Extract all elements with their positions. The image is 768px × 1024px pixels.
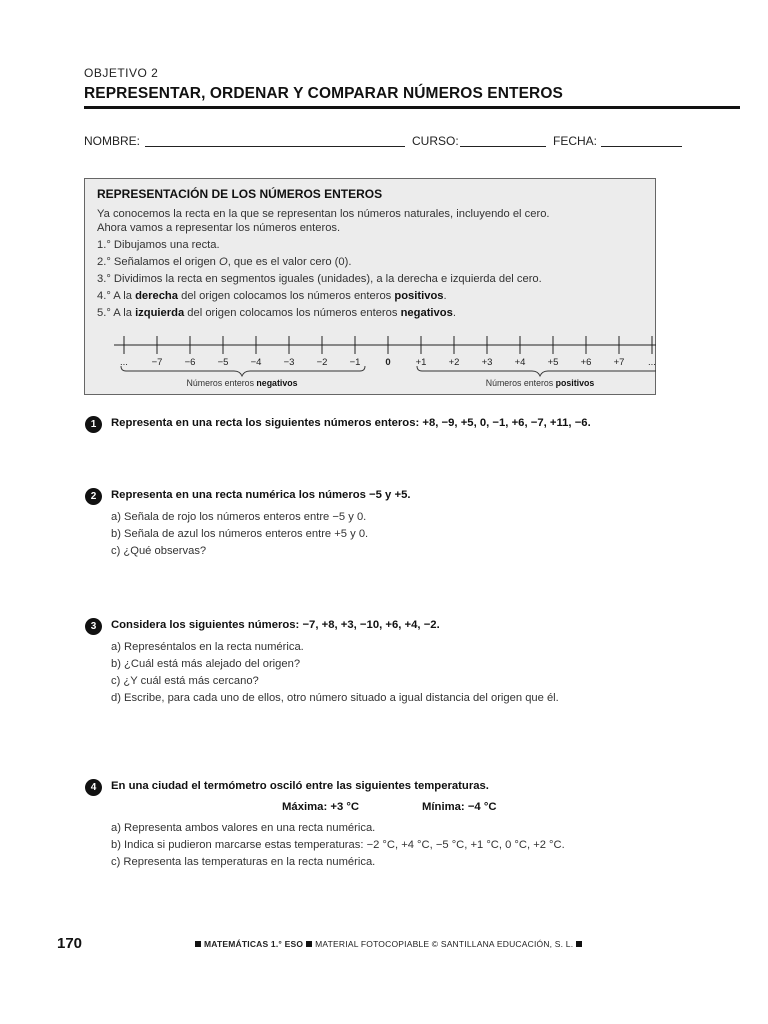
question-2-sub-a: a) Señala de rojo los números enteros entre −5 y 0. [111, 511, 367, 523]
question-3-text: Considera los siguientes números: −7, +8, +3, −10, +6, +4, −2. [111, 619, 440, 631]
name-label: NOMBRE: [84, 134, 141, 148]
number-line-label: +2 [448, 357, 460, 368]
number-line-label: ... [120, 357, 128, 368]
negative-caption: Números enteros negativos [186, 378, 298, 388]
number-line-label: −2 [316, 357, 328, 368]
number-line-label: +6 [580, 357, 592, 368]
info-box-title: REPRESENTACIÓN DE LOS NÚMEROS ENTEROS [97, 187, 383, 201]
number-line-label: +4 [514, 357, 526, 368]
objective-label: OBJETIVO 2 [84, 66, 159, 80]
min-temperature: Mínima: −4 °C [422, 801, 497, 813]
step-4: 4.° A la derecha del origen colocamos los números enteros positivos. [97, 290, 447, 302]
number-line-label: ... [648, 357, 656, 368]
footer-credits: MATEMÁTICAS 1.° ESO MATERIAL FOTOCOPIABLE © SANTILLANA EDUCACIÓN, S. L. [192, 939, 585, 949]
number-line-label: −4 [250, 357, 262, 368]
question-4-sub-c: c) Representa las temperaturas en la recta numérica. [111, 856, 376, 868]
number-line-label: +7 [613, 357, 625, 368]
question-2-badge: 2 [85, 488, 102, 505]
number-line-label: 0 [385, 357, 391, 368]
question-4-text: En una ciudad el termómetro osciló entre las siguientes temperaturas. [111, 780, 489, 792]
step-2: 2.° Señalamos el origen O, que es el valor cero (0). [97, 256, 352, 268]
step-1: 1.° Dibujamos una recta. [97, 239, 220, 251]
title-rule [84, 106, 740, 109]
number-line-label: −5 [217, 357, 229, 368]
number-line-label: +3 [481, 357, 493, 368]
step-3: 3.° Dividimos la recta en segmentos iguales (unidades), a la derecha e izquierda del cero. [97, 273, 542, 285]
footer-square-icon [195, 941, 201, 947]
question-1-badge: 1 [85, 416, 102, 433]
number-line-label: −6 [184, 357, 196, 368]
question-4-badge: 4 [85, 779, 102, 796]
question-4-sub-b: b) Indica si pudieron marcarse estas temperaturas: −2 °C, +4 °C, −5 °C, +1 °C, 0 °C, +2 °C. [111, 839, 565, 851]
question-2-sub-c: c) ¿Qué observas? [111, 545, 207, 557]
question-2-text: Representa en una recta numérica los números −5 y +5. [111, 489, 411, 501]
footer-square-icon [576, 941, 582, 947]
footer-square-icon [306, 941, 312, 947]
date-field[interactable] [601, 146, 682, 147]
question-3-sub-b: b) ¿Cuál está más alejado del origen? [111, 658, 301, 670]
intro-line-1: Ya conocemos la recta en la que se representan los números naturales, incluyendo el cero. [97, 208, 550, 220]
question-4-sub-a: a) Representa ambos valores en una recta numérica. [111, 822, 376, 834]
page-title: REPRESENTAR, ORDENAR Y COMPARAR NÚMEROS ENTEROS [84, 85, 563, 102]
question-3-badge: 3 [85, 618, 102, 635]
number-line-label: +1 [415, 357, 427, 368]
course-label: CURSO: [412, 134, 459, 148]
name-field[interactable] [145, 146, 405, 147]
intro-line-2: Ahora vamos a representar los números enteros. [97, 222, 341, 234]
number-line-label: +5 [547, 357, 559, 368]
course-field[interactable] [460, 146, 546, 147]
question-2-sub-b: b) Señala de azul los números enteros entre +5 y 0. [111, 528, 369, 540]
max-temperature: Máxima: +3 °C [282, 801, 360, 813]
number-line-label: −3 [283, 357, 295, 368]
number-line-label: −1 [349, 357, 361, 368]
number-line-diagram [84, 325, 656, 393]
step-5: 5.° A la izquierda del origen colocamos los números enteros negativos. [97, 307, 456, 319]
number-line-label: −7 [151, 357, 163, 368]
page-number: 170 [57, 935, 83, 952]
question-3-sub-a: a) Represéntalos en la recta numérica. [111, 641, 304, 653]
question-3-sub-d: d) Escribe, para cada uno de ellos, otro número situado a igual distancia del origen que él. [111, 692, 559, 704]
date-label: FECHA: [553, 134, 598, 148]
question-3-sub-c: c) ¿Y cuál está más cercano? [111, 675, 259, 687]
positive-caption: Números enteros positivos [485, 378, 595, 388]
question-1-text: Representa en una recta los siguientes números enteros: +8, −9, +5, 0, −1, +6, −7, +11, −6. [111, 417, 591, 429]
